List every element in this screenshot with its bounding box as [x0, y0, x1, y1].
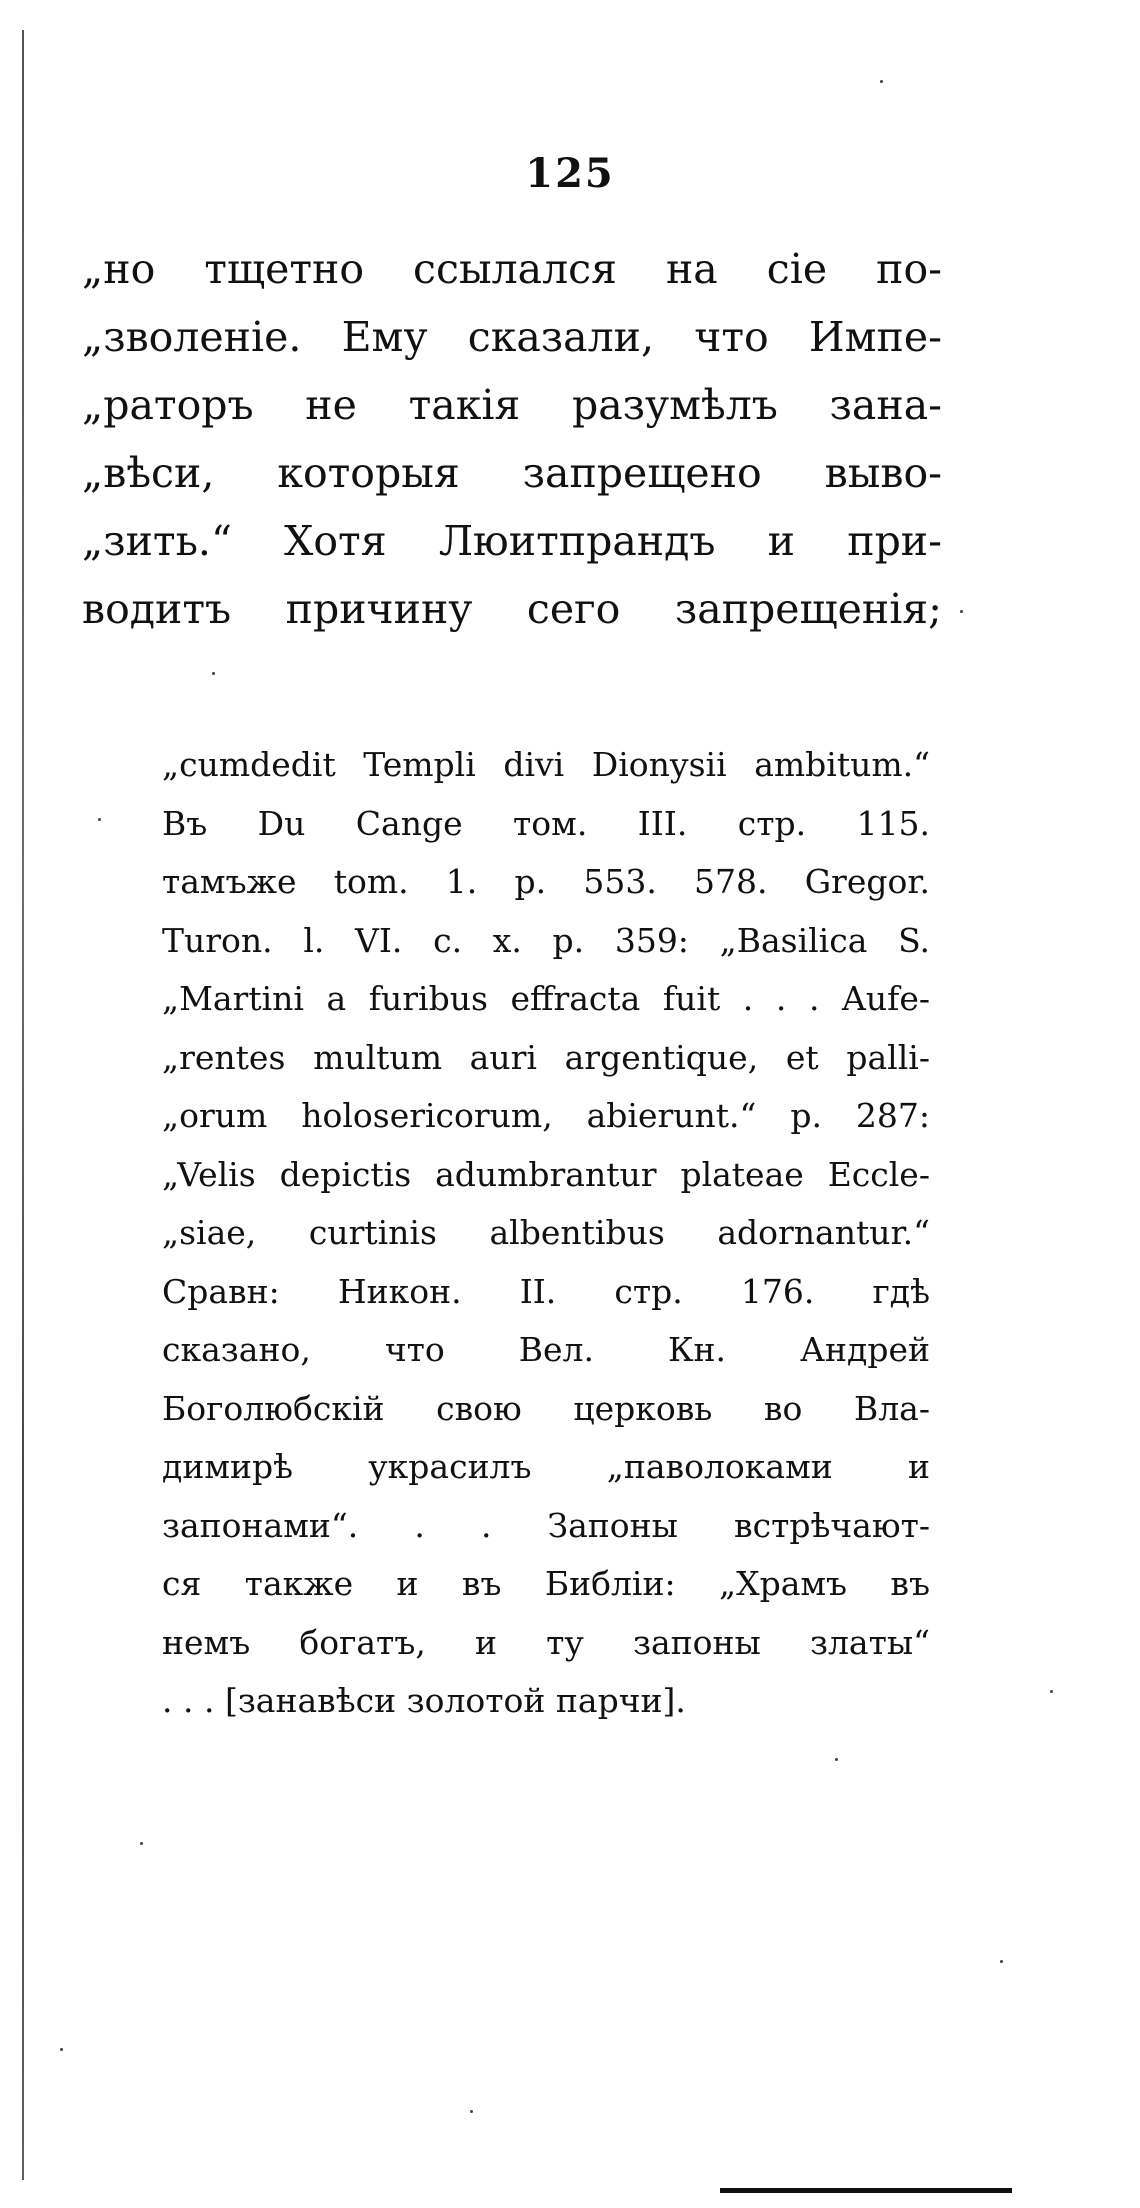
- footnote-line: „orum holosericorum, abierunt.“ p. 287:: [162, 1096, 930, 1135]
- print-speck: [1000, 1960, 1003, 1963]
- print-speck: [1050, 1690, 1053, 1693]
- footnote-line: тамъже tom. 1. p. 553. 578. Gregor.: [162, 862, 930, 901]
- footnote-line: . . . [занавѣси золотой парчи].: [162, 1681, 686, 1720]
- footnote-line: Turon. l. VI. c. x. p. 359: „Basilica S.: [162, 920, 930, 960]
- footnote-block: [162, 736, 930, 1731]
- print-speck: [960, 610, 963, 613]
- footnote-line: „siae, curtinis albentibus adornantur.“: [162, 1213, 930, 1252]
- print-speck: [835, 1758, 838, 1761]
- main-text-line: „зить.“ Хотя Люитпрандъ и при-: [82, 517, 942, 565]
- footnote-line: „Velis depictis adumbrantur plateae Eccle-: [162, 1154, 930, 1194]
- print-speck: [880, 80, 883, 83]
- main-text-line: „вѣси, которыя запрещено выво-: [82, 449, 942, 497]
- footnote-line: „rentes multum auri argentique, et palli-: [162, 1037, 930, 1077]
- footnote-line: запонами“. . . Запоны встрѣчают-: [162, 1505, 930, 1545]
- print-speck: [212, 672, 215, 675]
- bottom-rule: [720, 2188, 1012, 2193]
- print-speck: [470, 2110, 473, 2113]
- print-speck: [140, 1842, 143, 1845]
- footnote-line: Сравн: Никон. II. стр. 176. гдѣ: [162, 1271, 930, 1311]
- main-text-line: „зволеніе. Ему сказали, что Импе-: [82, 313, 942, 361]
- page-edge-line: [22, 30, 24, 2180]
- print-speck: [60, 2048, 63, 2051]
- footnote-line: ся также и въ Библіи: „Храмъ въ: [162, 1564, 930, 1603]
- main-text-line: „но тщетно ссылался на сіе по-: [82, 245, 942, 293]
- footnote-line: „Martini a furibus effracta fuit . . . Aufe-: [162, 979, 930, 1018]
- main-text-block: [82, 235, 942, 643]
- main-text-line: „раторъ не такія разумѣлъ зана-: [82, 381, 942, 429]
- print-speck: [98, 818, 101, 821]
- footnote-line: сказано, что Вел. Кн. Андрей: [162, 1330, 930, 1369]
- footnote-line: немъ богатъ, и ту запоны златы“: [162, 1622, 930, 1662]
- footnote-line: димирѣ украсилъ „паволоками и: [162, 1447, 930, 1486]
- footnote-line: „cumdedit Templi divi Dionysii ambitum.“: [162, 745, 930, 784]
- page-number: 125: [525, 150, 615, 197]
- main-text-line: водитъ причину сего запрещенія;: [82, 585, 942, 633]
- footnote-line: Въ Du Cange том. III. стр. 115.: [162, 803, 930, 843]
- footnote-line: Боголюбскій свою церковь во Вла-: [162, 1388, 930, 1428]
